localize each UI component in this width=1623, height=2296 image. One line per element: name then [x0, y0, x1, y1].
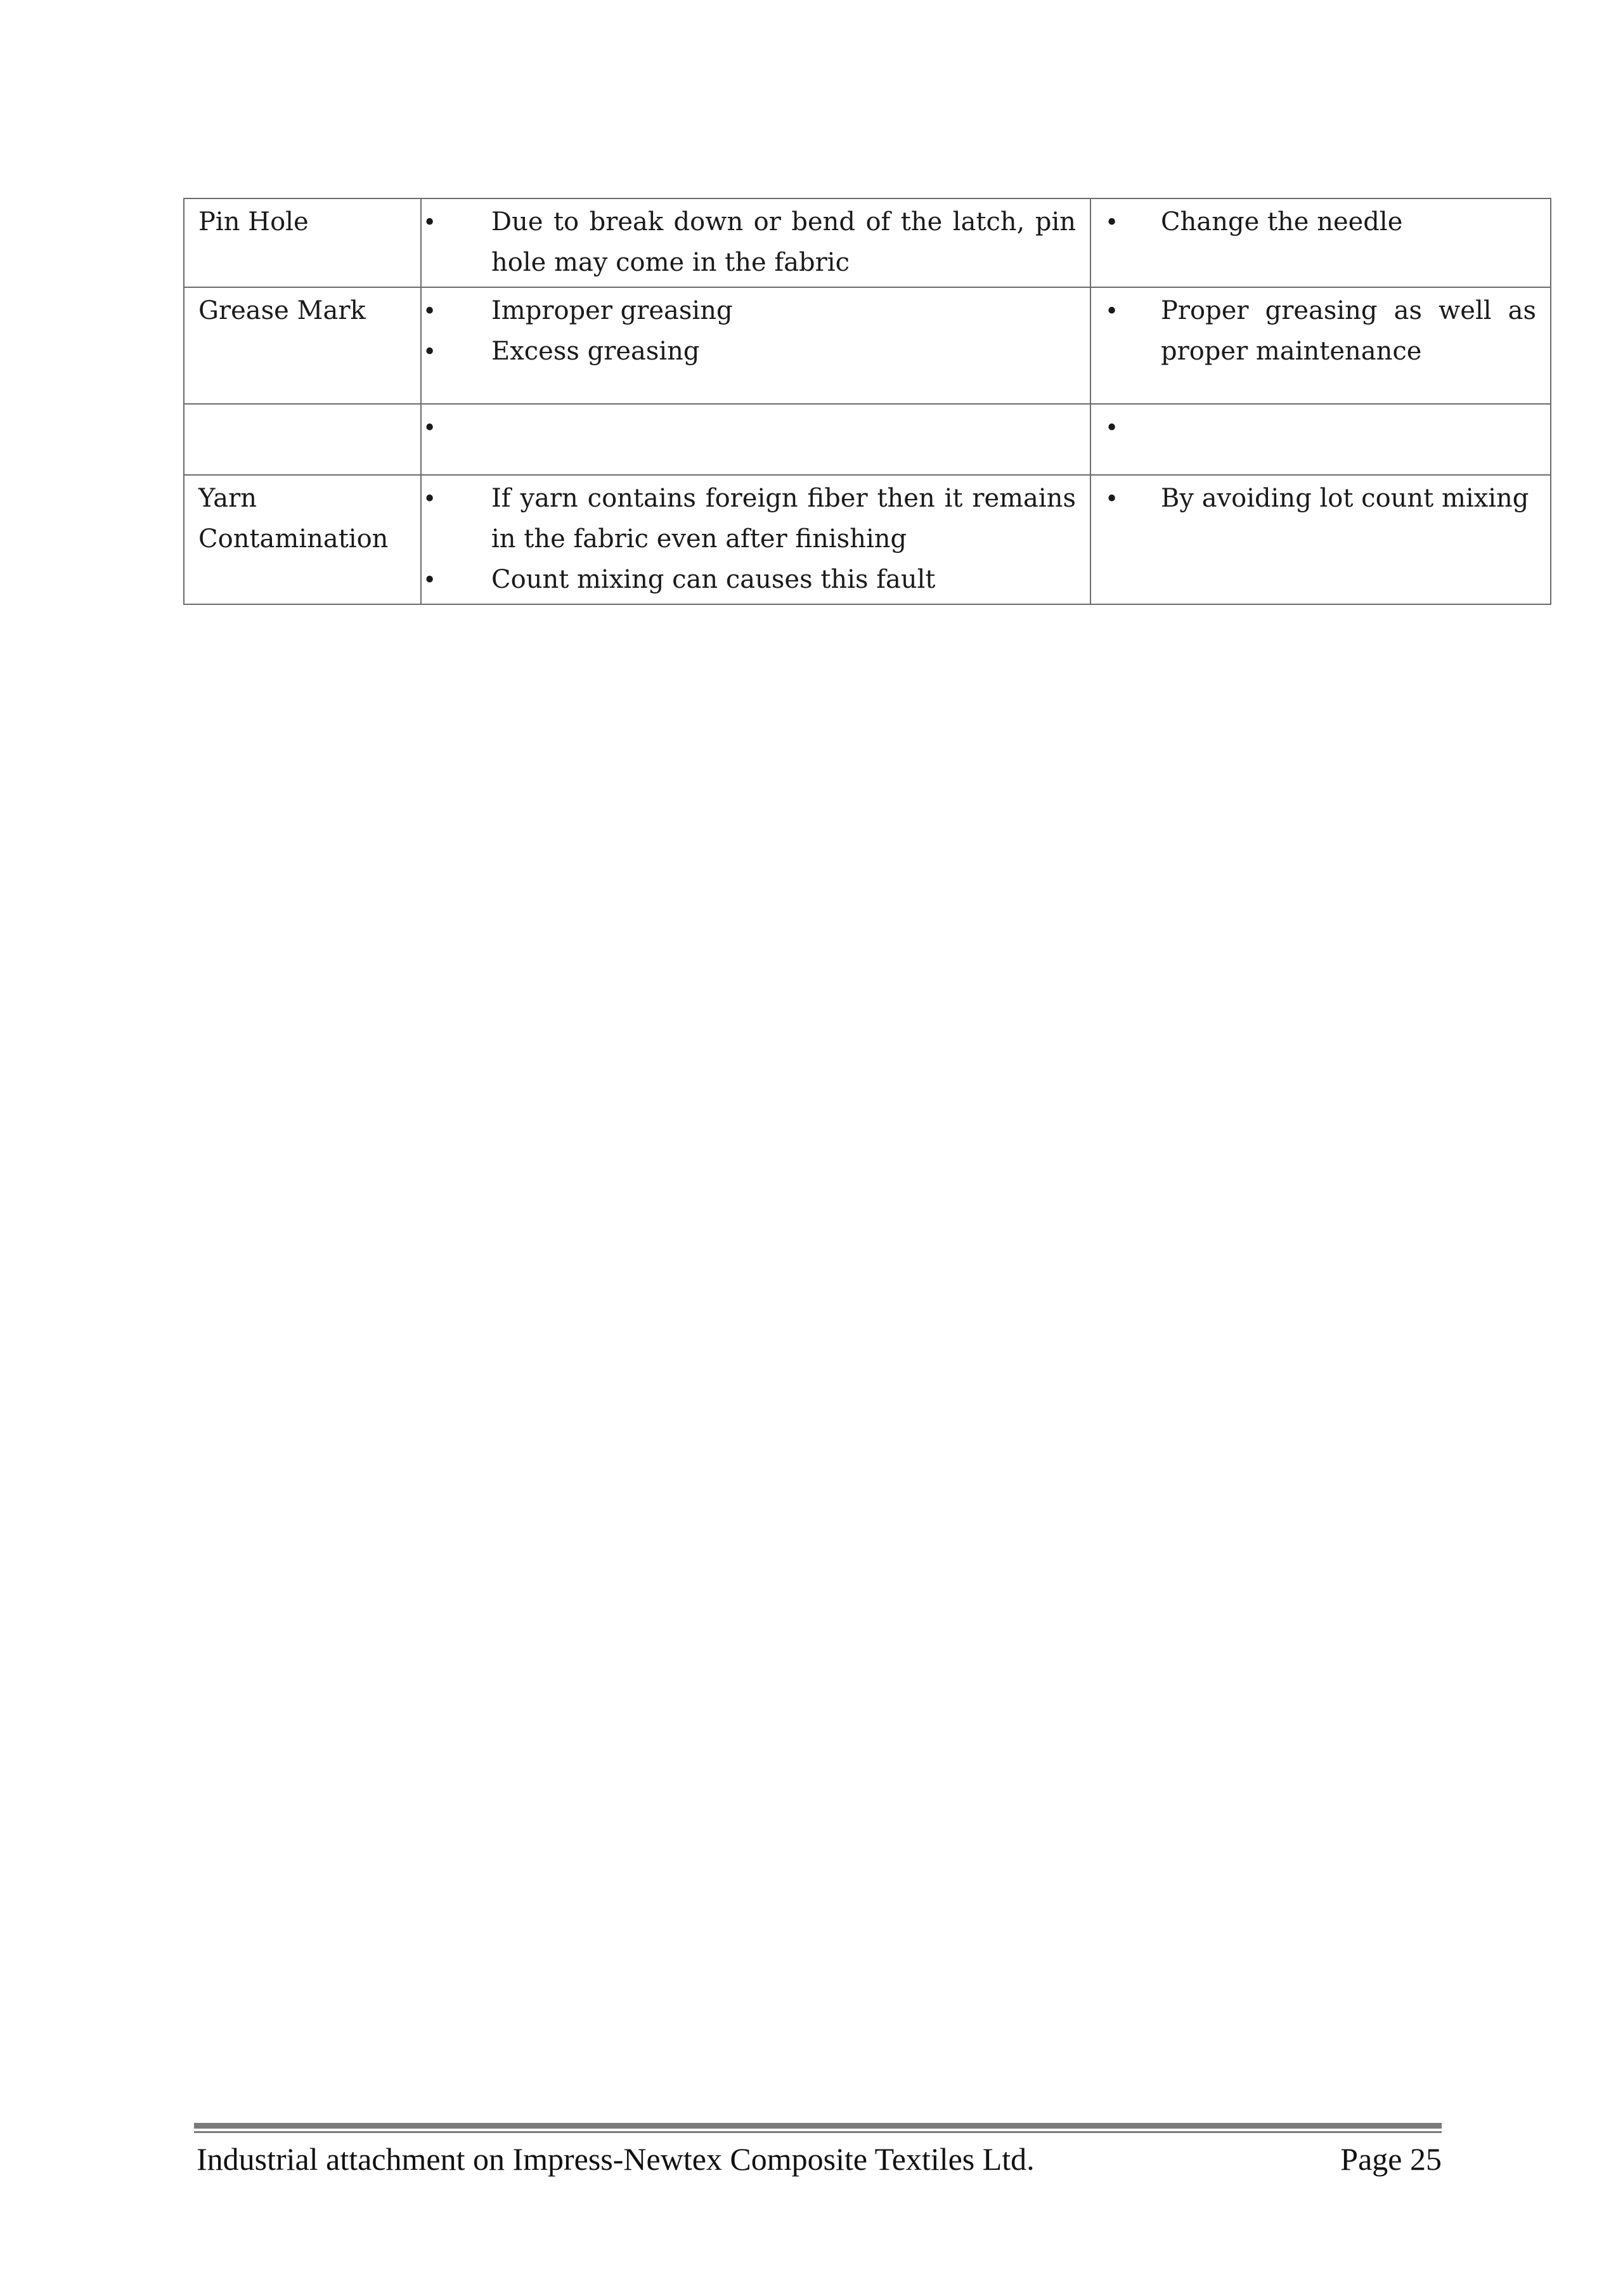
- list-item: [1105, 202, 1536, 242]
- remedy-cell: [1090, 287, 1551, 404]
- cause-list: [423, 290, 1076, 372]
- cause-list: [423, 478, 1076, 600]
- cause-list: [423, 202, 1076, 283]
- remedy-text: Proper greasing as well as proper maintenance: [1161, 296, 1536, 366]
- list-item: [423, 407, 1076, 448]
- bullet-icon: •: [1105, 299, 1119, 325]
- bullet-icon: •: [1105, 486, 1119, 512]
- fault-remedy-table: [183, 198, 1551, 605]
- footer-rule: [194, 2131, 1442, 2133]
- table-row: [184, 198, 1551, 287]
- footer-title: Industrial attachment on Impress-Newtex Composite Textiles Ltd.: [197, 2141, 1035, 2177]
- list-item: [1105, 407, 1536, 448]
- cause-cell: [421, 198, 1090, 287]
- bullet-icon: •: [423, 415, 437, 441]
- bullet-icon: •: [423, 299, 437, 325]
- list-item: [423, 202, 1076, 283]
- fault-name-cell: [184, 287, 421, 404]
- fault-name-cell: [184, 404, 421, 475]
- remedy-list: [1105, 290, 1536, 372]
- remedy-cell: [1090, 198, 1551, 287]
- bullet-icon: •: [423, 210, 437, 236]
- fault-name: Yarn Contamination: [198, 484, 389, 554]
- fault-name: Grease Mark: [198, 296, 366, 325]
- bullet-icon: •: [423, 486, 437, 512]
- cause-cell: [421, 475, 1090, 604]
- remedy-list: [1105, 407, 1536, 448]
- fault-name: Pin Hole: [198, 207, 309, 237]
- cause-text: Due to break down or bend of the latch, pin hole may come in the fabric: [491, 207, 1076, 277]
- remedy-list: [1105, 478, 1536, 519]
- remedy-list: [1105, 202, 1536, 242]
- cause-text: Excess greasing: [491, 337, 700, 366]
- table-row: [184, 475, 1551, 604]
- cause-cell: [421, 404, 1090, 475]
- cause-text: Count mixing can causes this fault: [491, 565, 936, 594]
- bullet-icon: •: [423, 339, 437, 365]
- list-item: [423, 331, 1076, 372]
- table-row: [184, 287, 1551, 404]
- cause-list: [423, 407, 1076, 448]
- remedy-cell: [1090, 404, 1551, 475]
- remedy-cell: [1090, 475, 1551, 604]
- list-item: [423, 478, 1076, 559]
- footer-text-row: [194, 2137, 1442, 2181]
- list-item: [1105, 290, 1536, 372]
- cause-text: If yarn contains foreign fiber then it remains in the fabric even after finishing: [491, 484, 1076, 554]
- table-row: [184, 404, 1551, 475]
- page-footer: [194, 2123, 1442, 2181]
- list-item: [423, 559, 1076, 600]
- footer-rule: [194, 2123, 1442, 2129]
- bullet-icon: •: [1105, 415, 1119, 441]
- bullet-icon: •: [1105, 210, 1119, 236]
- cause-cell: [421, 287, 1090, 404]
- list-item: [1105, 478, 1536, 519]
- remedy-text: Change the needle: [1161, 207, 1403, 237]
- cause-text: Improper greasing: [491, 296, 733, 325]
- bullet-icon: •: [423, 568, 437, 593]
- page-number: Page 25: [1340, 2141, 1442, 2177]
- fault-name-cell: [184, 475, 421, 604]
- fault-name-cell: [184, 198, 421, 287]
- remedy-text: By avoiding lot count mixing: [1161, 484, 1529, 513]
- list-item: [423, 290, 1076, 331]
